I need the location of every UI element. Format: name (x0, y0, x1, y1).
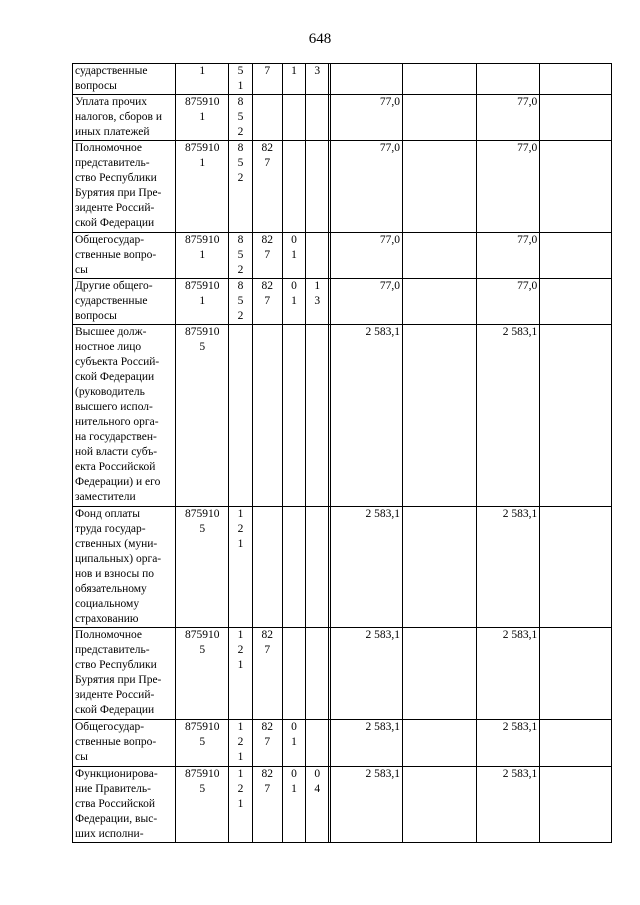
row-name: Другие общего- сударственные вопросы (73, 279, 176, 325)
row-col-g (540, 507, 612, 628)
row-col-a: 8 5 2 (229, 279, 252, 325)
row-col-a: 8 5 2 (229, 233, 252, 279)
row-sum-2: 2 583,1 (476, 325, 540, 507)
row-sum-2: 77,0 (476, 141, 540, 233)
row-col-g (540, 767, 612, 843)
row-col-c (282, 507, 305, 628)
budget-table (72, 63, 612, 843)
row-name: Общегосудар- ственные вопро- сы (73, 233, 176, 279)
row-col-c (282, 95, 305, 141)
row-col-b: 82 7 (252, 628, 282, 720)
row-col-g (540, 64, 612, 95)
row-col-g (540, 628, 612, 720)
row-sum-1: 2 583,1 (331, 628, 403, 720)
row-col-d: 1 3 (306, 279, 329, 325)
row-col-b: 82 7 (252, 720, 282, 767)
table-row (73, 628, 612, 720)
row-code: 875910 1 (175, 95, 228, 141)
table-row (73, 325, 612, 507)
row-sum-2: 77,0 (476, 95, 540, 141)
row-sum-1 (331, 64, 403, 95)
row-col-c (282, 628, 305, 720)
row-sum-2 (476, 64, 540, 95)
row-col-f (402, 64, 476, 95)
row-col-c: 0 1 (282, 720, 305, 767)
table-row (73, 233, 612, 279)
row-col-c: 0 1 (282, 767, 305, 843)
row-col-d (306, 507, 329, 628)
row-col-d (306, 325, 329, 507)
row-name: Высшее долж- ностное лицо субъекта Россий- ской Федерации (руководитель высшего испол- нительного орга- на государствен- ной власти субъ- екта Российской Федерации) и его заместители (73, 325, 176, 507)
row-col-d (306, 141, 329, 233)
row-col-g (540, 720, 612, 767)
row-sum-2: 77,0 (476, 233, 540, 279)
row-sum-2: 2 583,1 (476, 720, 540, 767)
row-sum-1: 2 583,1 (331, 507, 403, 628)
row-col-b: 82 7 (252, 141, 282, 233)
row-col-f (402, 767, 476, 843)
row-sum-1: 77,0 (331, 95, 403, 141)
row-code: 875910 5 (175, 767, 228, 843)
row-col-f (402, 95, 476, 141)
row-col-a: 8 5 2 (229, 95, 252, 141)
row-col-a: 1 2 1 (229, 767, 252, 843)
row-col-g (540, 279, 612, 325)
row-col-c (282, 325, 305, 507)
row-sum-1: 2 583,1 (331, 325, 403, 507)
row-col-f (402, 720, 476, 767)
row-sum-1: 77,0 (331, 279, 403, 325)
row-code: 1 (175, 64, 228, 95)
table-row (73, 507, 612, 628)
row-code: 875910 5 (175, 325, 228, 507)
row-col-c (282, 141, 305, 233)
row-name: сударственные вопросы (73, 64, 176, 95)
row-code: 875910 5 (175, 507, 228, 628)
row-sum-2: 77,0 (476, 279, 540, 325)
row-col-a: 5 1 (229, 64, 252, 95)
row-col-a: 1 2 1 (229, 720, 252, 767)
row-col-a: 8 5 2 (229, 141, 252, 233)
row-code: 875910 5 (175, 720, 228, 767)
row-sum-1: 77,0 (331, 141, 403, 233)
row-col-b: 7 (252, 64, 282, 95)
row-col-g (540, 95, 612, 141)
row-col-d: 3 (306, 64, 329, 95)
row-col-b (252, 507, 282, 628)
row-name: Полномочное представитель- ство Республики Бурятия при Пре- зиденте Россий- ской Федерации (73, 628, 176, 720)
row-col-c: 1 (282, 64, 305, 95)
row-code: 875910 1 (175, 279, 228, 325)
row-col-g (540, 233, 612, 279)
row-code: 875910 1 (175, 233, 228, 279)
row-col-d (306, 628, 329, 720)
row-col-c: 0 1 (282, 279, 305, 325)
row-col-a: 1 2 1 (229, 628, 252, 720)
row-name: Функционирова- ние Правитель- ства Российской Федерации, выс- ших исполни- (73, 767, 176, 843)
row-col-b: 82 7 (252, 767, 282, 843)
row-name: Фонд оплаты труда государ- ственных (муни- ципальных) орга- нов и взносы по обязательному социальному страхованию (73, 507, 176, 628)
row-col-f (402, 628, 476, 720)
table-row (73, 95, 612, 141)
row-col-b: 82 7 (252, 279, 282, 325)
row-col-d (306, 233, 329, 279)
row-col-f (402, 507, 476, 628)
table-row (73, 141, 612, 233)
row-col-a: 1 2 1 (229, 507, 252, 628)
row-sum-2: 2 583,1 (476, 767, 540, 843)
row-col-d (306, 95, 329, 141)
table-row (73, 767, 612, 843)
row-code: 875910 5 (175, 628, 228, 720)
row-col-g (540, 141, 612, 233)
row-name: Уплата прочих налогов, сборов и иных платежей (73, 95, 176, 141)
row-sum-1: 77,0 (331, 233, 403, 279)
row-col-f (402, 141, 476, 233)
page-number: 648 (308, 31, 332, 47)
row-col-f (402, 279, 476, 325)
row-col-c: 0 1 (282, 233, 305, 279)
row-sum-2: 2 583,1 (476, 628, 540, 720)
table-row (73, 279, 612, 325)
row-col-f (402, 325, 476, 507)
row-col-f (402, 233, 476, 279)
row-col-g (540, 325, 612, 507)
row-name: Полномочное представитель- ство Республики Бурятия при Пре- зиденте Россий- ской Федерации (73, 141, 176, 233)
row-sum-2: 2 583,1 (476, 507, 540, 628)
row-sum-1: 2 583,1 (331, 720, 403, 767)
row-col-d (306, 720, 329, 767)
row-col-a (229, 325, 252, 507)
row-col-b: 82 7 (252, 233, 282, 279)
row-code: 875910 1 (175, 141, 228, 233)
row-col-b (252, 95, 282, 141)
table-row (73, 720, 612, 767)
row-name: Общегосудар- ственные вопро- сы (73, 720, 176, 767)
row-col-b (252, 325, 282, 507)
table-row (73, 64, 612, 95)
row-sum-1: 2 583,1 (331, 767, 403, 843)
row-col-d: 0 4 (306, 767, 329, 843)
